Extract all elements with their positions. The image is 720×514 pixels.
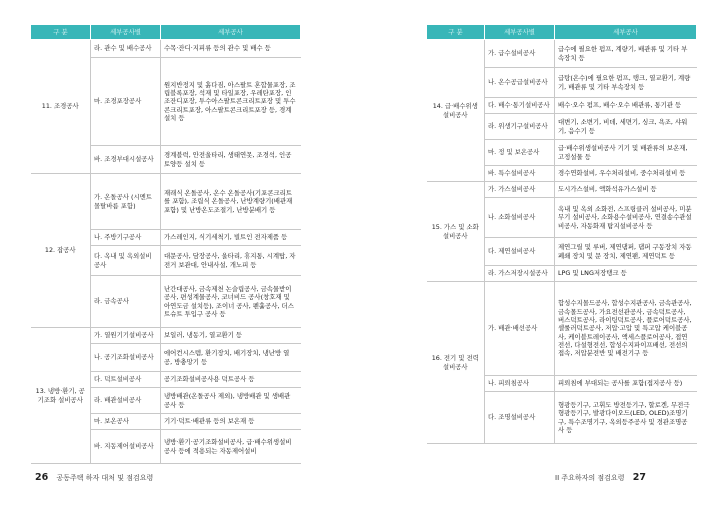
subcategory-cell: 다. 제연설비공사	[485, 238, 555, 266]
subcategory-cell: 가. 급수설비공사	[485, 40, 555, 68]
group-label: 11. 조경공사	[31, 40, 91, 174]
subcategory-cell: 바. 특수설비공사	[485, 166, 555, 182]
work-cell: 수목·잔디·지피류 등의 관수 및 배수 등	[161, 40, 301, 58]
subcategory-cell: 나. 피뢰침공사	[485, 376, 555, 392]
work-cell: 대문공사, 담장공사, 울타리, 휴지통, 시계탑, 자전거 보관대, 안내사설, 개노피 등	[161, 246, 301, 276]
subcategory-cell: 바. 조경부대시설공사	[91, 146, 161, 174]
work-cell: 경수연화설비, 우수처리설비, 중수처리설비 등	[555, 166, 697, 182]
header-work: 세부공사	[555, 25, 697, 40]
subcategory-cell: 가. 온돌공사 (시멘트몰탈바름 포함)	[91, 174, 161, 230]
work-cell: 원지반정지 및 흙다짐, 아스팔트 혼합물포장, 조립블록포장, 석재 및 타일포장, 우레탄포장, 인조잔디포장, 투수아스팔트콘크리트포장 및 투수콘크리트포장, 아스팔트콘크리트포장 등, 경계설치 등	[161, 58, 301, 146]
subcategory-cell: 가. 열원기기설비공사	[91, 328, 161, 344]
work-cell: 급·배수위생설비공사 기기 및 배관류의 보온재, 고정설물 등	[555, 140, 697, 166]
work-cell: 경계블럭, 안전울타리, 생태연못, 조경석, 인공토양등 설치 등	[161, 146, 301, 174]
header-subcategory: 세부공사별	[91, 25, 161, 40]
subcategory-cell: 마. 정 및 보온공사	[485, 140, 555, 166]
work-cell: 급수에 필요한 펌프, 계량기, 배관류 및 기타 부속장치 등	[555, 40, 697, 68]
subcategory-cell: 라. 배관설비공사	[91, 388, 161, 414]
defect-table-right	[426, 24, 697, 444]
work-cell: 가스레인지, 식기세척기, 빌트인 전자제품 등	[161, 230, 301, 246]
left-running-title: 공동주택 하자 대처 및 점검요령	[56, 474, 154, 482]
subcategory-cell: 다. 옥내 및 옥외설비공사	[91, 246, 161, 276]
section-numeral: II	[555, 474, 560, 482]
page-number-right: 27	[632, 472, 646, 483]
subcategory-cell: 마. 보온공사	[91, 414, 161, 430]
table-row	[427, 282, 697, 376]
work-cell: 공기조화설비공사용 덕트공사 등	[161, 372, 301, 388]
work-cell: 제연그릴 및 루버, 제연댐퍼, 댐퍼 구동장치 자동폐쇄 장치 및 문 장치, 제연팬, 제연덕트 등	[555, 238, 697, 266]
work-cell: 피뢰침에 부대되는 공사를 포함(접지공사 등)	[555, 376, 697, 392]
header-work: 세부공사	[161, 25, 301, 40]
subcategory-cell: 가. 가스설비공사	[485, 182, 555, 198]
subcategory-cell: 다. 덕트설비공사	[91, 372, 161, 388]
defect-table-left	[30, 24, 301, 464]
subcategory-cell: 다. 조명설비공사	[485, 392, 555, 444]
subcategory-cell: 나. 주방기구공사	[91, 230, 161, 246]
work-cell: LPG 및 LNG저장탱크 등	[555, 266, 697, 282]
group-label: 12. 잡공사	[31, 174, 91, 328]
subcategory-cell: 가. 배관·배선공사	[485, 282, 555, 376]
work-cell: 합성수지몰드공사, 합성수지관공사, 금속관공사, 금속몰드공사, 가요전선관공사, 금속덕트공사, 버스덕트공사, 라이팅덕트공사, 플로어덕트공사, 셀룰러덕트공사, 저압·고압 및 특고압 케이블공사, 케이블트레이공사, 액세스플로어공사, 접연전선, 다설형전선, 합성수지파이프배선, 전선의 접속, 저압분전반 및 배전기구 등	[555, 282, 697, 376]
left-page	[30, 24, 300, 464]
subcategory-cell: 라. 금속공사	[91, 276, 161, 328]
work-cell: 난간대공사, 금속제천 논슬립공사, 금속물받이 공사, 편성계물공사, 코너비드 공사(창호재 및 아연도금 설치등), 조이너 공사, 펜휼공사, 더스트슈트 투입구 공사 등	[161, 276, 301, 328]
table-row	[31, 328, 301, 344]
group-label: 15. 가스 및 소화설비공사	[427, 182, 485, 282]
table-header-row	[427, 25, 697, 40]
table-row	[427, 182, 697, 198]
subcategory-cell: 바. 지동제어설비공사	[91, 430, 161, 464]
work-cell: 기기·덕트·배관류 등의 보온재 등	[161, 414, 301, 430]
work-cell: 배수·오수 펌프, 배수·오수 배관류, 통기관 등	[555, 98, 697, 114]
right-footer	[555, 472, 646, 483]
work-cell: 에어컨시스템, 환기장치, 배기장치, 냉난방 열공, 방충망기 등	[161, 344, 301, 372]
subcategory-cell: 마. 조경포장공사	[91, 58, 161, 146]
header-subcategory: 세부공사별	[485, 25, 555, 40]
subcategory-cell: 나. 온수공급설비공사	[485, 68, 555, 98]
right-page	[426, 24, 696, 444]
group-label: 13. 냉방·환기, 공기조화 설비공사	[31, 328, 91, 464]
work-cell: 형광등기구, 고휘도 방전등기구, 할로겐, 무전극 형광등기구, 발광다이오드(LED, OLED)조명기구, 특수조명기구, 옥외등주공사 및 경관조명공사 등	[555, 392, 697, 444]
work-cell: 대변기, 소변기, 비데, 세면기, 싱크, 욕조, 샤워기, 음수기 등	[555, 114, 697, 140]
subcategory-cell: 나. 소화설비공사	[485, 198, 555, 238]
table-row	[31, 174, 301, 230]
subcategory-cell: 라. 가스저장시설공사	[485, 266, 555, 282]
work-cell: 옥내 및 옥외 소화전, 스프링클러 설비공사, 미분무기 설비공사, 소화용수설비공사, 연결송수관설비공사, 자동화재 탐지설비공사 등	[555, 198, 697, 238]
subcategory-cell: 라. 위생기구설비공사	[485, 114, 555, 140]
work-cell: 도시가스설비, 액화석유가스설비 등	[555, 182, 697, 198]
header-category: 구 분	[31, 25, 91, 40]
subcategory-cell: 나. 공기조화설비공사	[91, 344, 161, 372]
work-cell: 냉방배관(온돌공사 제외), 냉방배관 및 생배관 공사 등	[161, 388, 301, 414]
table-row	[31, 40, 301, 58]
right-running-title: 주요하자의 점검요령	[561, 474, 625, 482]
group-label: 16. 전기 및 전력설비공사	[427, 282, 485, 444]
work-cell: 재래식 온돌공사, 온수 온돌공사(기포콘크리트를 포함), 조립식 온돌공사, 난방계량기(배관재 포함) 및 난방온도조절기, 난방분배기 등	[161, 174, 301, 230]
left-footer	[35, 472, 159, 483]
group-label: 14. 급·배수위생 설비공사	[427, 40, 485, 182]
subcategory-cell: 라. 관수 및 배수공사	[91, 40, 161, 58]
work-cell: 보일러, 냉동기, 열교환기 등	[161, 328, 301, 344]
table-header-row	[31, 25, 301, 40]
table-row	[427, 40, 697, 68]
work-cell: 냉방·환기·공기조화설비공사, 급·배수위생설비공사 등에 적용되는 자동제어설비	[161, 430, 301, 464]
subcategory-cell: 다. 배수·통기설비공사	[485, 98, 555, 114]
work-cell: 급탕(온수)에 필요한 펌프, 탱크, 열교환기, 계량기, 배관류 및 기타 부속장치 등	[555, 68, 697, 98]
header-category: 구 분	[427, 25, 485, 40]
page-number-left: 26	[35, 472, 49, 483]
